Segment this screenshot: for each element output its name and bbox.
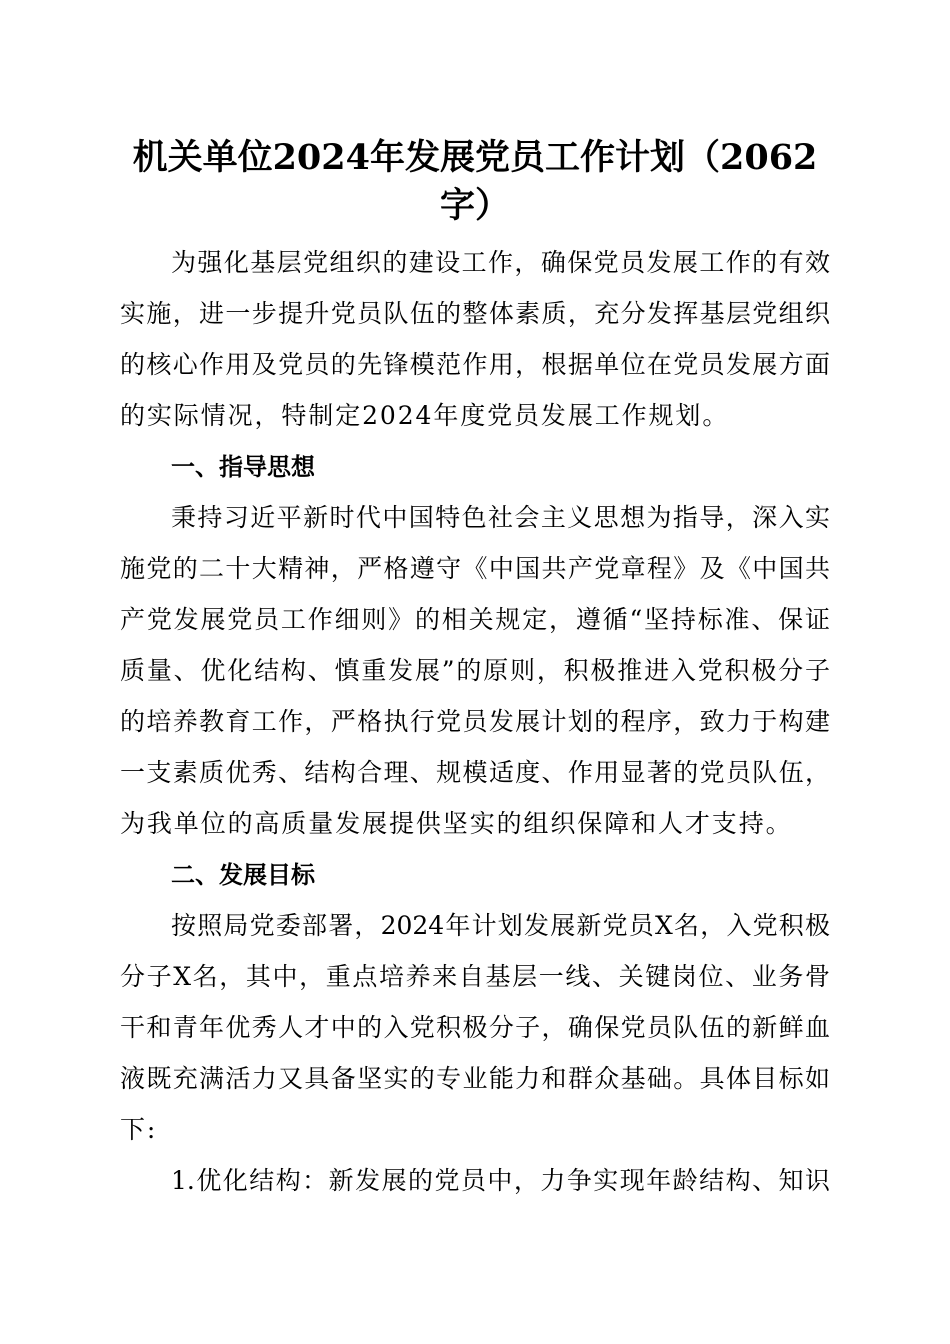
section1-line: 产党发展党员工作细则》的相关规定，遵循“坚持标准、保证	[120, 605, 830, 634]
intro-line: 为强化基层党组织的建设工作，确保党员发展工作的有效	[171, 248, 830, 277]
document-title-line-2: 字）	[439, 185, 510, 226]
section2-line: 分子X名，其中，重点培养来自基层一线、关键岗位、业务骨	[120, 962, 830, 991]
intro-line: 的核心作用及党员的先锋模范作用，根据单位在党员发展方面	[120, 350, 830, 379]
section1-line: 一支素质优秀、结构合理、规模适度、作用显著的党员队伍，	[120, 758, 830, 787]
section2-line: 按照局党委部署，2024年计划发展新党员X名，入党积极	[171, 911, 830, 940]
section2-line: 干和青年优秀人才中的入党积极分子，确保党员队伍的新鲜血	[120, 1013, 830, 1042]
section2-line: 1.优化结构：新发展的党员中，力争实现年龄结构、知识	[171, 1166, 830, 1195]
section1-line: 为我单位的高质量发展提供坚实的组织保障和人才支持。	[120, 809, 793, 838]
section1-line: 施党的二十大精神，严格遵守《中国共产党章程》及《中国共	[120, 554, 830, 583]
intro-line: 的实际情况，特制定2024年度党员发展工作规划。	[120, 401, 730, 430]
section2-line: 下:	[120, 1115, 158, 1144]
section1-line: 质量、优化结构、慎重发展”的原则，积极推进入党积极分子	[120, 656, 830, 685]
section2-line: 液既充满活力又具备坚实的专业能力和群众基础。具体目标如	[120, 1064, 830, 1093]
section-heading-development-goals: 二、发展目标	[171, 861, 315, 889]
section-heading-guiding-ideology: 一、指导思想	[171, 453, 315, 481]
section1-line: 的培养教育工作，严格执行党员发展计划的程序，致力于构建	[120, 707, 830, 736]
document-title-line-1: 机关单位2024年发展党员工作计划（2062	[132, 137, 818, 178]
section1-line: 秉持习近平新时代中国特色社会主义思想为指导，深入实	[171, 503, 830, 532]
intro-line: 实施，进一步提升党员队伍的整体素质，充分发挥基层党组织	[120, 299, 830, 328]
